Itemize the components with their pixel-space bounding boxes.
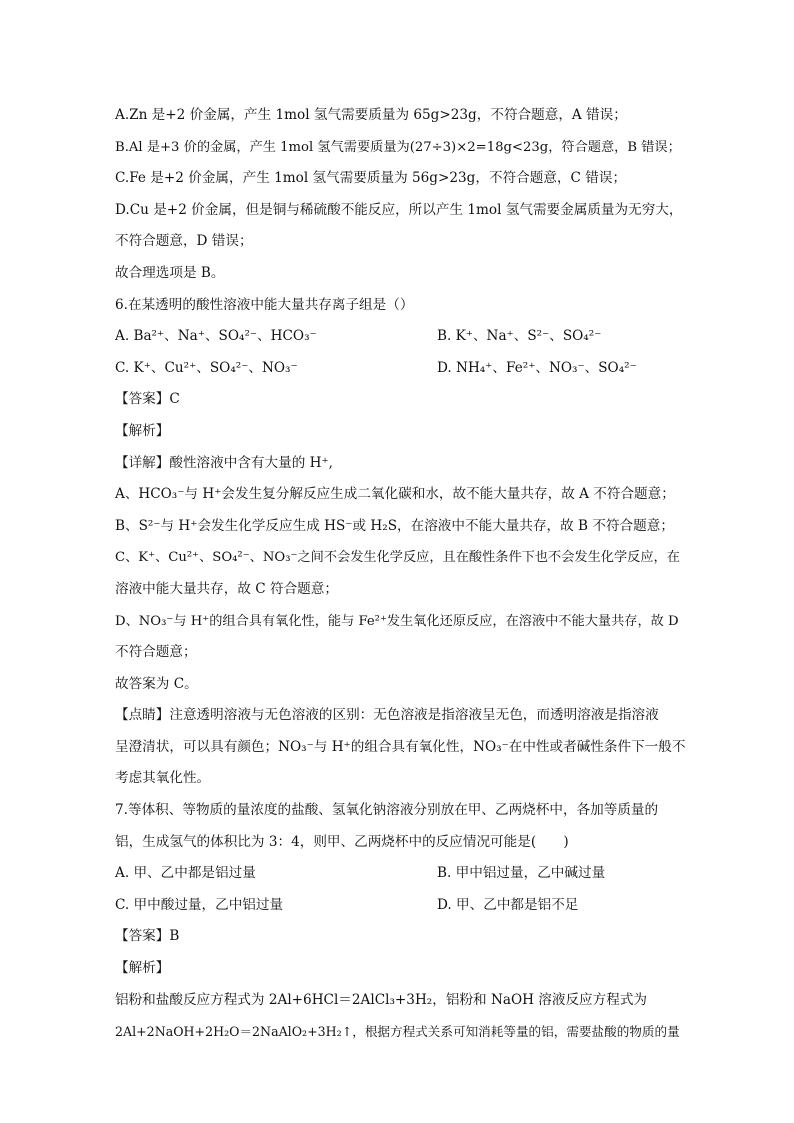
question-6-options-row-1	[115, 321, 685, 353]
text-line: D、NO₃⁻与 H⁺的组合具有氧化性，能与 Fe²⁺发生氧化还原反应，在溶液中不能大量共存，故 D	[115, 613, 679, 629]
text-line: 铝粉和盐酸反应方程式为 2Al+6HCl＝2AlCl₃+3H₂，铝粉和 NaOH 溶液反应方程式为	[115, 991, 648, 1008]
answer-label: 【答案】B	[115, 928, 180, 945]
text-line: B.Al 是+3 价的金属，产生 1mol 氢气需要质量为(27÷3)×2=18g<23g，符合题意，B 错误；	[115, 139, 681, 155]
question-7-stem: 7.等体积、等物质的量浓度的盐酸、氢氧化钠溶液分别放在甲、乙两烧杯中，各加等质量的	[115, 802, 659, 819]
text-line: A.Zn 是+2 价金属，产生 1mol 氢气需要质量为 65g>23g，不符合题意，A 错误；	[115, 107, 627, 123]
option-a: A. Ba²⁺、Na⁺、SO₄²⁻、HCO₃⁻	[115, 328, 317, 345]
document-page	[115, 100, 685, 1048]
question-7-options-row-1	[115, 858, 685, 890]
text-line: 考虑其氧化性。	[115, 770, 211, 787]
text-line: A、HCO₃⁻与 H⁺会发生复分解反应生成二氧化碳和水，故不能大量共存，故 A 不符合题意；	[115, 486, 675, 503]
text-line: 不符合题意，D 错误；	[115, 233, 253, 250]
text-line: 呈澄清状，可以具有颜色；NO₃⁻与 H⁺的组合具有氧化性，NO₃⁻在中性或者碱性条件下一般不	[115, 738, 686, 755]
text-line: 2Al+2NaOH+2H₂O＝2NaAlO₂+3H₂↑，根据方程式关系可知消耗等量的铝，需要盐酸的物质的量	[115, 1024, 680, 1040]
answer-label: 【答案】C	[115, 391, 180, 408]
text-line: 【点睛】注意透明溶液与无色溶液的区别：无色溶液是指溶液呈无色，而透明溶液是指溶液	[115, 707, 659, 724]
text-line: C.Fe 是+2 价金属，产生 1mol 氢气需要质量为 56g>23g，不符合题意，C 错误；	[115, 170, 627, 187]
text-line: C、K⁺、Cu²⁺、SO₄²⁻、NO₃⁻之间不会发生化学反应，且在酸性条件下也不会发生化学反应，在	[115, 550, 680, 566]
analysis-label: 【解析】	[115, 422, 170, 439]
option-b: B. K⁺、Na⁺、S²⁻、SO₄²⁻	[437, 328, 602, 345]
question-6-stem: 6.在某透明的酸性溶液中能大量共存离子组是（）	[115, 296, 414, 313]
text-line: 故答案为 C。	[115, 675, 198, 692]
text-line: B、S²⁻与 H⁺会发生化学反应生成 HS⁻或 H₂S，在溶液中不能大量共存，故 B 不符合题意；	[115, 517, 674, 534]
text-line: 故合理选项是 B。	[115, 264, 225, 281]
question-6-options-row-2	[115, 353, 685, 385]
option-b: B. 甲中铝过量，乙中碱过量	[437, 865, 606, 882]
question-7-stem: 铝，生成氢气的体积比为 3：4，则甲、乙两烧杯中的反应情况可能是( )	[115, 833, 569, 850]
text-line: 【详解】酸性溶液中含有大量的 H⁺,	[115, 454, 333, 471]
analysis-label: 【解析】	[115, 960, 170, 977]
option-c: C. 甲中酸过量，乙中铝过量	[115, 896, 284, 913]
option-c: C. K⁺、Cu²⁺、SO₄²⁻、NO₃⁻	[115, 359, 298, 376]
question-7-options-row-2	[115, 890, 685, 922]
text-line: D.Cu 是+2 价金属，但是铜与稀硫酸不能反应，所以产生 1mol 氢气需要金属质量为无穷大，	[115, 201, 683, 218]
text-line: 溶液中能大量共存，故 C 符合题意；	[115, 580, 338, 597]
option-d: D. 甲、乙中都是铝不足	[437, 896, 579, 913]
option-a: A. 甲、乙中都是铝过量	[115, 865, 256, 882]
text-line: 不符合题意；	[115, 644, 197, 661]
option-d: D. NH₄⁺、Fe²⁺、NO₃⁻、SO₄²⁻	[437, 359, 637, 376]
